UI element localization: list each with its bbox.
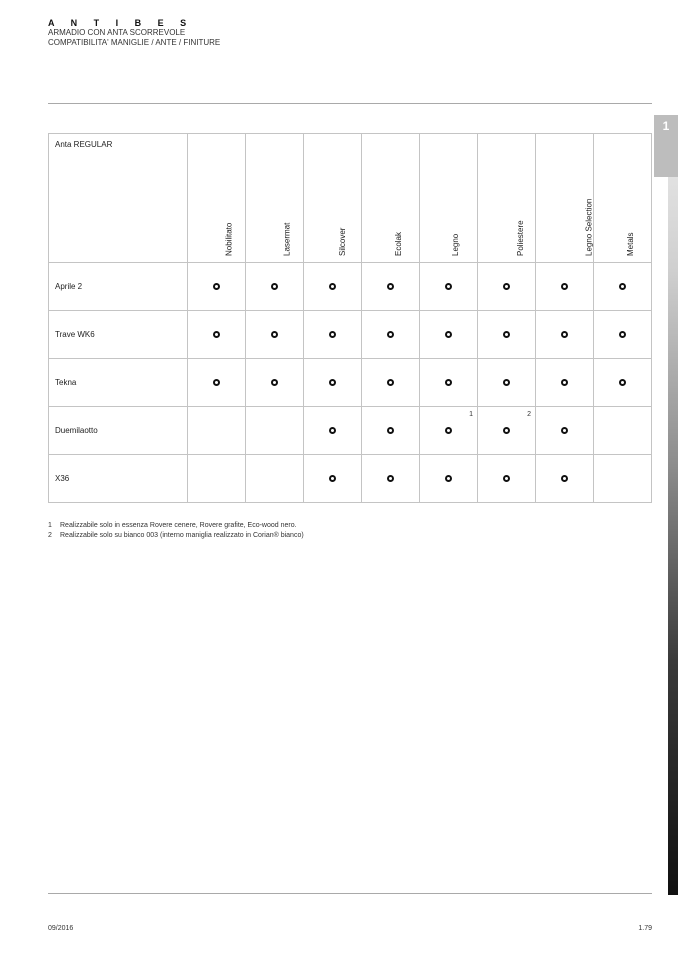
compatible-mark-icon xyxy=(329,283,336,290)
compatible-mark-icon xyxy=(329,475,336,482)
compatible-mark-icon xyxy=(387,475,394,482)
compatible-mark-icon xyxy=(503,379,510,386)
page-header xyxy=(48,18,220,48)
footer-date: 09/2016 xyxy=(48,925,74,932)
compatible-mark-icon xyxy=(387,283,394,290)
column-header xyxy=(594,134,652,263)
compatibility-cell xyxy=(536,455,594,503)
compatible-mark-icon xyxy=(387,331,394,338)
compatibility-cell xyxy=(478,263,536,311)
compatibility-cell xyxy=(478,407,536,455)
compatibility-cell xyxy=(304,455,362,503)
column-header xyxy=(304,134,362,263)
compatible-mark-icon xyxy=(503,331,510,338)
compatible-mark-icon xyxy=(445,331,452,338)
section-tab-number: 1 xyxy=(662,119,670,133)
top-divider xyxy=(48,103,652,104)
compatible-mark-icon xyxy=(387,379,394,386)
compatibility-cell xyxy=(536,407,594,455)
footnote-text: Realizzabile solo su bianco 003 (interno maniglia realizzato in Corian® bianco) xyxy=(60,532,304,539)
compatibility-cell xyxy=(478,455,536,503)
compatibility-table xyxy=(48,133,652,503)
footnote-number: 1 xyxy=(48,522,52,529)
compatible-mark-icon xyxy=(329,379,336,386)
header-subtitle-2: COMPATIBILITA' MANIGLIE / ANTE / FINITURE xyxy=(48,38,221,47)
table-row xyxy=(49,407,652,455)
column-header-label: Legno xyxy=(450,233,460,256)
column-header-label: Lasermat xyxy=(282,222,292,256)
side-gradient-bar xyxy=(668,115,678,895)
compatible-mark-icon xyxy=(271,283,278,290)
table-row xyxy=(49,359,652,407)
compatibility-cell xyxy=(188,455,246,503)
column-header-label: Silcover xyxy=(337,227,347,256)
compatibility-cell xyxy=(594,263,652,311)
compatible-mark-icon xyxy=(561,283,568,290)
compatible-mark-icon xyxy=(271,379,278,386)
compatible-mark-icon xyxy=(445,475,452,482)
column-header-label: Poliestere xyxy=(515,220,525,256)
compatible-mark-icon xyxy=(503,427,510,434)
compatibility-cell xyxy=(420,263,478,311)
footnote-text: Realizzabile solo in essenza Rovere cenere, Rovere grafite, Eco-wood nero. xyxy=(60,522,297,529)
column-header xyxy=(188,134,246,263)
column-header xyxy=(536,134,594,263)
compatible-mark-icon xyxy=(619,331,626,338)
footnote-ref: 1 xyxy=(469,411,473,418)
brand-title: A N T I B E S xyxy=(48,18,194,28)
compatibility-cell xyxy=(594,311,652,359)
compatibility-cell xyxy=(420,455,478,503)
compatibility-cell xyxy=(536,359,594,407)
compatible-mark-icon xyxy=(503,475,510,482)
compatibility-cell xyxy=(188,359,246,407)
handle-name: Tekna xyxy=(49,359,188,407)
compatibility-cell xyxy=(188,407,246,455)
handle-name: Duemilaotto xyxy=(49,407,188,455)
compatibility-cell xyxy=(304,359,362,407)
header-subtitle-1: ARMADIO CON ANTA SCORREVOLE xyxy=(48,28,186,37)
compatibility-cell xyxy=(594,359,652,407)
compatible-mark-icon xyxy=(445,427,452,434)
compatibility-cell xyxy=(362,263,420,311)
compatible-mark-icon xyxy=(213,331,220,338)
column-header xyxy=(420,134,478,263)
column-header-label: Metals xyxy=(625,232,635,256)
compatibility-cell xyxy=(478,311,536,359)
column-header xyxy=(246,134,304,263)
page-number: 1.79 xyxy=(638,925,652,932)
table-row xyxy=(49,455,652,503)
door-type-label: Anta REGULAR xyxy=(55,140,113,149)
column-header-label: Nobilitato xyxy=(224,222,234,256)
compatible-mark-icon xyxy=(329,331,336,338)
footnotes xyxy=(48,521,304,541)
column-header xyxy=(478,134,536,263)
compatibility-cell xyxy=(420,407,478,455)
column-header-label: Legno Selection xyxy=(584,198,594,256)
compatibility-cell xyxy=(188,311,246,359)
column-header-label: Ecolak xyxy=(393,231,403,256)
compatibility-cell xyxy=(594,455,652,503)
compatibility-cell xyxy=(362,359,420,407)
table-body xyxy=(49,263,652,503)
compatibility-cell xyxy=(246,263,304,311)
column-header xyxy=(362,134,420,263)
compatible-mark-icon xyxy=(271,331,278,338)
compatible-mark-icon xyxy=(561,379,568,386)
compatibility-cell xyxy=(536,311,594,359)
table-header-row xyxy=(49,134,652,263)
compatible-mark-icon xyxy=(445,379,452,386)
compatibility-cell xyxy=(594,407,652,455)
compatibility-cell xyxy=(246,455,304,503)
compatible-mark-icon xyxy=(213,283,220,290)
compatible-mark-icon xyxy=(561,427,568,434)
compatible-mark-icon xyxy=(445,283,452,290)
compatibility-cell xyxy=(304,311,362,359)
compatible-mark-icon xyxy=(503,283,510,290)
compatibility-cell xyxy=(246,359,304,407)
compatibility-cell xyxy=(246,407,304,455)
table-corner-cell xyxy=(49,134,188,263)
compatible-mark-icon xyxy=(619,379,626,386)
compatibility-cell xyxy=(420,359,478,407)
handle-name: X36 xyxy=(49,455,188,503)
table-row xyxy=(49,311,652,359)
footnote-2 xyxy=(48,531,304,541)
compatible-mark-icon xyxy=(387,427,394,434)
compatible-mark-icon xyxy=(619,283,626,290)
compatible-mark-icon xyxy=(329,427,336,434)
footnote-number: 2 xyxy=(48,532,52,539)
compatibility-cell xyxy=(304,407,362,455)
compatibility-cell xyxy=(362,311,420,359)
compatibility-cell xyxy=(188,263,246,311)
handle-name: Aprile 2 xyxy=(49,263,188,311)
compatible-mark-icon xyxy=(561,331,568,338)
compatible-mark-icon xyxy=(213,379,220,386)
section-tab xyxy=(654,115,678,177)
compatible-mark-icon xyxy=(561,475,568,482)
compatibility-cell xyxy=(362,455,420,503)
compatibility-cell xyxy=(304,263,362,311)
compatibility-cell xyxy=(246,311,304,359)
footnote-1 xyxy=(48,521,304,531)
table-row xyxy=(49,263,652,311)
footnote-ref: 2 xyxy=(527,411,531,418)
compatibility-cell xyxy=(420,311,478,359)
bottom-divider xyxy=(48,893,652,894)
compatibility-cell xyxy=(362,407,420,455)
compatibility-cell xyxy=(478,359,536,407)
handle-name: Trave WK6 xyxy=(49,311,188,359)
compatibility-cell xyxy=(536,263,594,311)
